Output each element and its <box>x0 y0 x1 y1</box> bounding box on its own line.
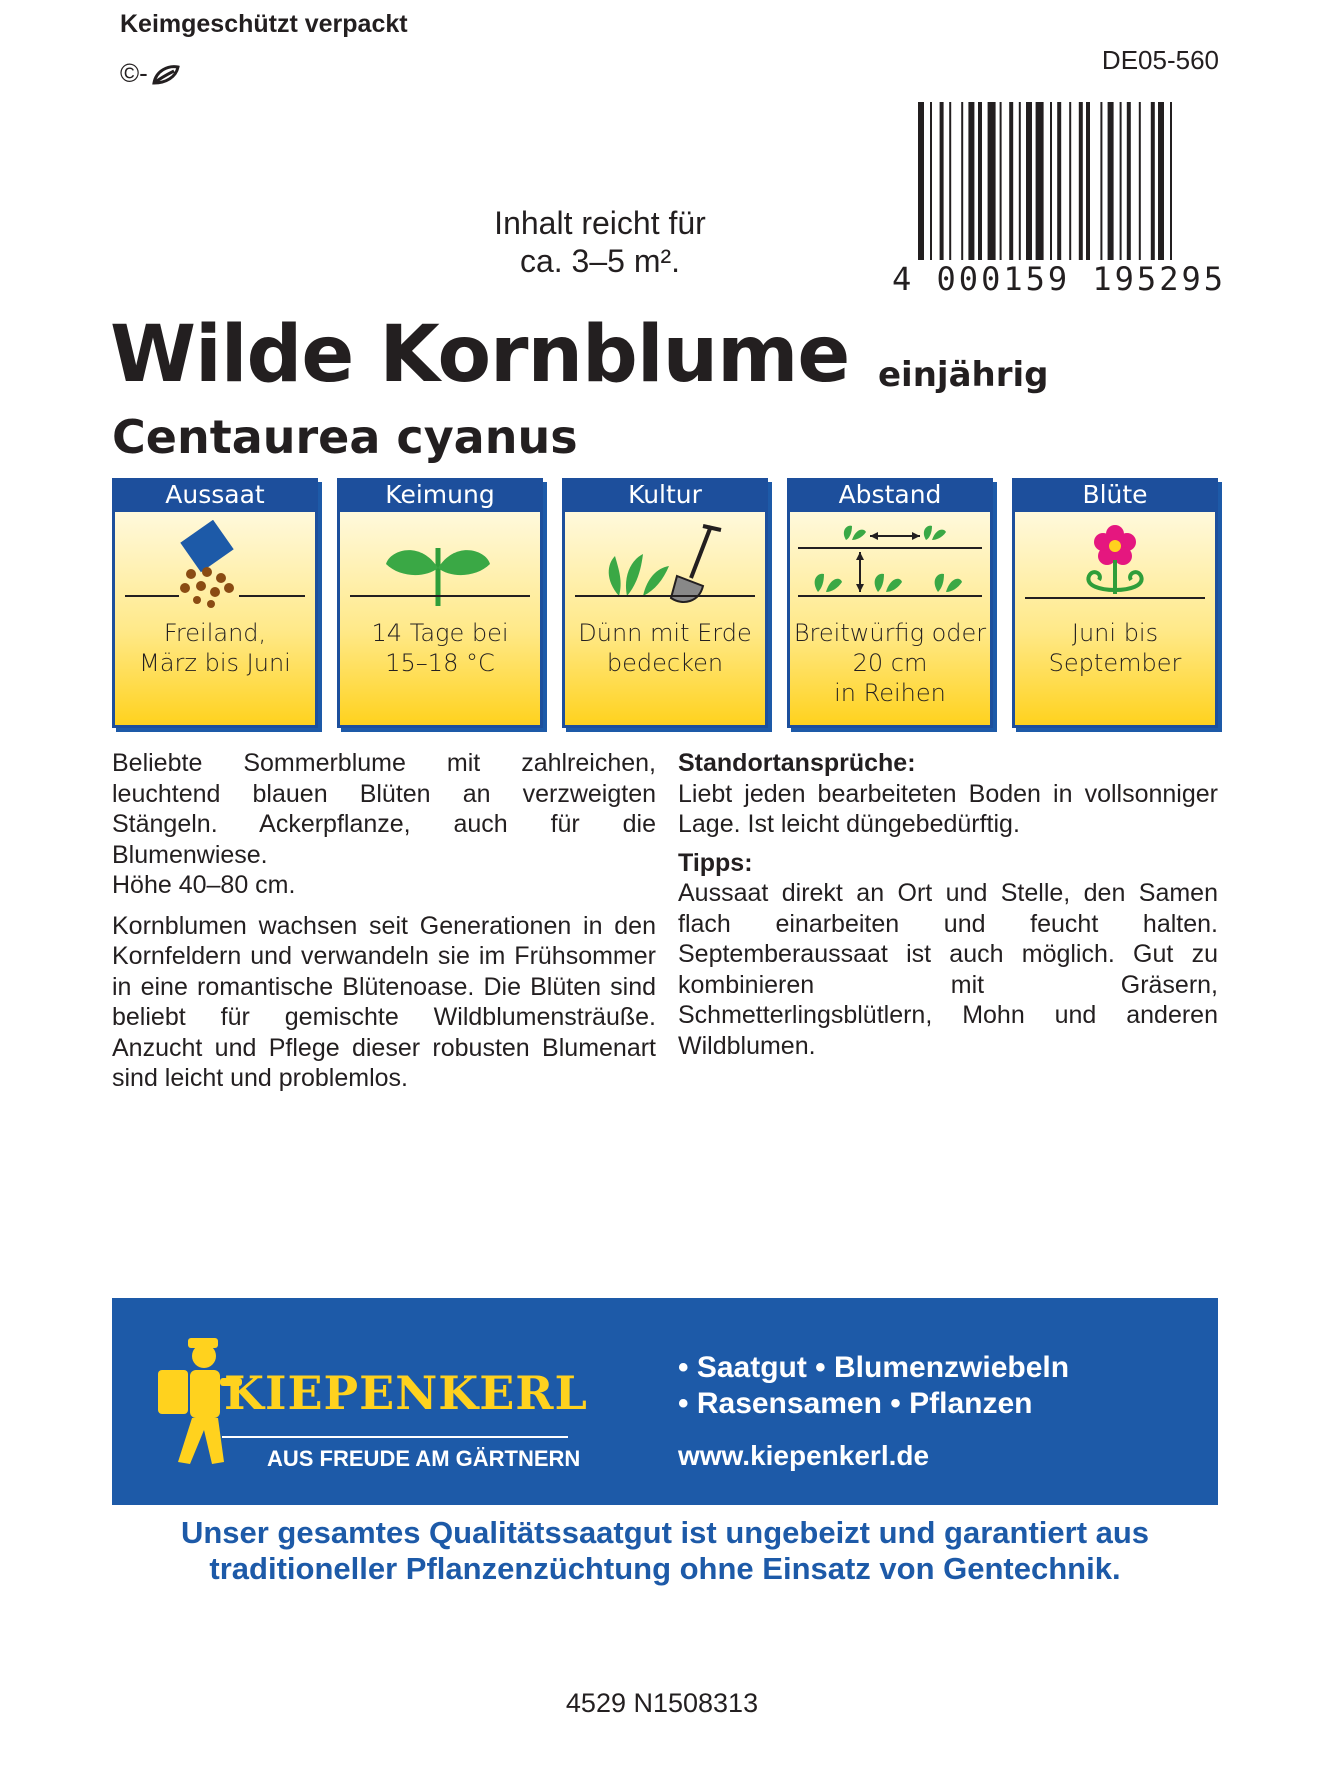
content-note-line1: Inhalt reicht für <box>494 205 706 241</box>
info-box-heading: Abstand <box>787 478 993 512</box>
copyright-mark <box>120 58 182 89</box>
flower-icon <box>1015 520 1215 612</box>
brand-tagline: AUS FREUDE AM GÄRTNERN <box>267 1446 581 1471</box>
description-column <box>112 748 656 1104</box>
info-box-text: Freiland, März bis Juni <box>139 619 291 677</box>
cultivation-info-boxes <box>112 478 1218 733</box>
article-number: DE05-560 <box>1101 45 1219 75</box>
brand-divider <box>222 1436 568 1438</box>
leaf-logo-icon <box>150 61 182 87</box>
brand-products-line1: • Saatgut • Blumenzwiebeln <box>678 1351 1070 1384</box>
plant-height: Höhe 40–80 cm. <box>112 871 296 899</box>
requirements-text: Liebt jeden bearbeiteten Boden in vollsonniger Lage. Ist leicht düngebedürftig. <box>678 779 1218 838</box>
latin-name: Centaurea cyanus <box>112 410 578 464</box>
sowing-icon <box>115 520 315 612</box>
spacing-icon <box>790 520 990 612</box>
info-box-heading: Keimung <box>337 478 543 512</box>
brand-name: KIEPENKERL <box>224 1366 588 1420</box>
requirements-heading: Standortansprüche: <box>678 749 916 777</box>
content-note-line2: ca. 3–5 m². <box>519 243 681 279</box>
info-box-culture <box>562 478 768 728</box>
packaging-note: Keimgeschützt verpackt <box>120 10 408 38</box>
barcode-number: 4 000159 195295 <box>892 260 1226 298</box>
annual-label: einjährig <box>878 355 1049 395</box>
quality-note: Unser gesamtes Qualitätssaatgut ist ungebeizt und garantiert aus traditioneller Pflanzenzüchtung ohne Einsatz von Gentechnik. <box>180 1515 1150 1586</box>
seedling-icon <box>340 520 540 612</box>
info-box-heading: Aussaat <box>112 478 318 512</box>
product-title: Wilde Kornblume <box>110 310 850 400</box>
tips-text: Aussaat direkt an Ort und Stelle, den Samen flach einarbeiten und feucht halten. Septemberaussaat ist auch möglich. Gut zu kombinieren mit Gräsern, Schmetterlingsblütlern, Mohn und anderen Wildblumen. <box>678 879 1218 1060</box>
info-box-text: Dünn mit Erde bedecken <box>578 619 752 677</box>
info-box-text: 14 Tage bei 15–18 °C <box>371 619 509 677</box>
info-box-text: Breitwürfig oder 20 cm in Reihen <box>793 619 987 707</box>
description-paragraph <box>112 748 656 901</box>
print-code: 4529 N1508313 <box>565 1688 759 1718</box>
brand-website-link[interactable]: www.kiepenkerl.de <box>678 1440 930 1471</box>
info-box-germination <box>337 478 543 728</box>
info-box-bloom <box>1012 478 1218 728</box>
description-paragraph-2: Kornblumen wachsen seit Generationen in den Kornfeldern und verwandeln sie im Frühsommer in eine romantische Blütenoase. Die Blüten sind beliebt für gemischte Wildblumensträuße. Anzucht und Pflege dieser robusten Blumenart sind leicht und problemlos. <box>112 911 656 1092</box>
info-box-heading: Kultur <box>562 478 768 512</box>
description-text: Beliebte Sommerblume mit zahlreichen, leuchtend blauen Blüten an verzweigten Stängeln. Ackerpflanze, auch für die Blumenwiese. <box>112 749 656 869</box>
copyright-text: ©- <box>120 58 148 88</box>
info-box-sowing <box>112 478 318 728</box>
brand-banner <box>112 1298 1218 1505</box>
care-column <box>678 748 1218 1069</box>
brand-products-line2: • Rasensamen • Pflanzen <box>678 1387 1033 1420</box>
info-box-text: Juni bis September <box>1048 619 1182 677</box>
content-note <box>450 204 750 280</box>
tips-heading: Tipps: <box>678 848 753 877</box>
info-box-heading: Blüte <box>1012 478 1218 512</box>
info-box-spacing <box>787 478 993 728</box>
brand-products <box>678 1350 1069 1422</box>
spade-icon <box>565 520 765 612</box>
